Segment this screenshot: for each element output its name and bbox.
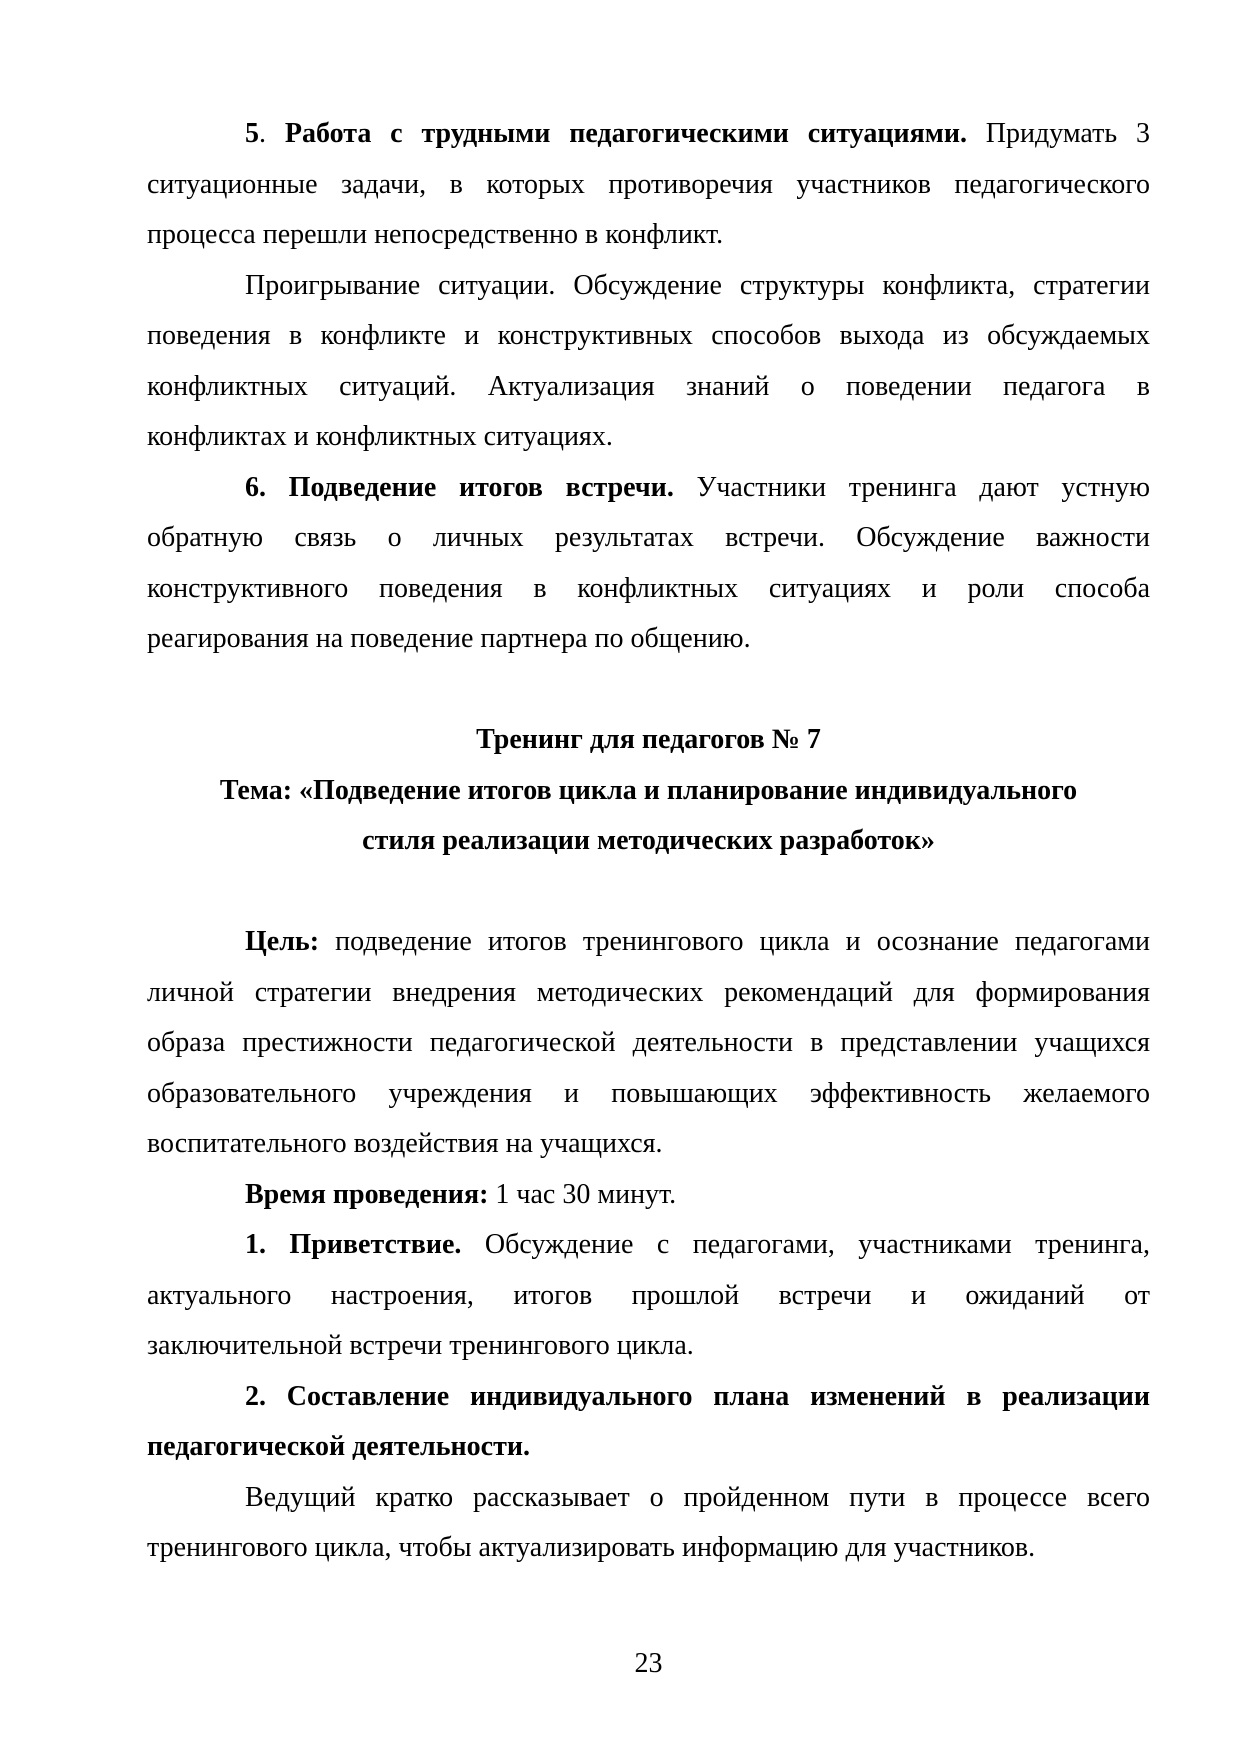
blank-line	[147, 665, 1150, 716]
text-line	[147, 362, 1150, 413]
text-run: Проигрывание ситуации. Обсуждение структуры конфликта, стратегии	[245, 269, 1150, 301]
text-line	[147, 1119, 1150, 1170]
text-line	[147, 261, 1150, 312]
text-line	[147, 766, 1150, 817]
text-line	[147, 968, 1150, 1019]
text-run: 5	[245, 118, 259, 149]
text-run: конфликтных ситуаций. Актуализация знаний о поведении педагога в	[147, 370, 1150, 402]
text-run: поведения в конфликте и конструктивных способов выхода из обсуждаемых	[147, 320, 1150, 351]
text-line	[147, 1018, 1150, 1069]
document-body	[147, 109, 1150, 1574]
text-line	[147, 160, 1150, 211]
text-run: 6. Подведение итогов встречи.	[245, 471, 674, 503]
text-run: Ведущий кратко рассказывает о пройденном пути в процессе всего	[245, 1481, 1150, 1513]
text-line	[147, 109, 1150, 160]
text-line	[147, 1372, 1150, 1423]
paragraph	[147, 1220, 1150, 1372]
text-line	[147, 1271, 1150, 1322]
text-run: тренингового цикла, чтобы актуализировать информацию для участников.	[147, 1532, 1036, 1563]
text-line	[147, 1220, 1150, 1271]
text-run: обратную связь о личных результатах встречи. Обсуждение важности	[147, 522, 1150, 553]
text-run: подведение итогов тренингового цикла и осознание педагогами	[319, 926, 1150, 957]
text-line	[147, 917, 1150, 968]
text-run: образовательного учреждения и повышающих эффективность желаемого	[147, 1077, 1150, 1109]
text-run: заключительной встречи тренингового цикла.	[147, 1330, 694, 1361]
text-run: конфликтах и конфликтных ситуациях.	[147, 421, 613, 452]
text-run: реагирования на поведение партнера по общению.	[147, 623, 751, 654]
text-run: Цель:	[245, 926, 320, 957]
text-run: Тренинг для педагогов № 7	[476, 724, 821, 755]
text-run: процесса перешли непосредственно в конфликт.	[147, 219, 724, 250]
text-line	[147, 513, 1150, 564]
text-run: Работа с трудными педагогическими ситуациями.	[284, 118, 967, 149]
text-run: конструктивного поведения в конфликтных ситуациях и роли способа	[147, 572, 1150, 604]
text-line	[147, 210, 1150, 261]
paragraph	[147, 917, 1150, 1170]
text-line	[147, 463, 1150, 514]
text-run: Время проведения:	[245, 1178, 489, 1210]
text-run: 1 час 30 минут.	[488, 1178, 677, 1210]
paragraph	[147, 1473, 1150, 1574]
text-run: Участники тренинга дают устную	[673, 471, 1151, 503]
paragraph	[147, 109, 1150, 261]
text-line	[147, 311, 1150, 362]
text-line	[147, 715, 1150, 766]
paragraph	[147, 1372, 1150, 1473]
text-line	[147, 1523, 1150, 1574]
section-heading	[147, 715, 1150, 867]
page-number: 23	[634, 1648, 663, 1679]
blank-line	[147, 867, 1150, 918]
text-line	[147, 412, 1150, 463]
text-line	[147, 1422, 1150, 1473]
text-line	[147, 614, 1150, 665]
text-line	[147, 1069, 1150, 1120]
text-line	[147, 1473, 1150, 1524]
text-run: Тема: «Подведение итогов цикла и планирование индивидуального	[219, 774, 1078, 806]
paragraph	[147, 1170, 1150, 1221]
text-run: педагогической деятельности.	[147, 1431, 530, 1462]
text-run: Придумать 3	[966, 118, 1150, 149]
text-run: 2. Составление индивидуального плана изменений в реализации	[245, 1380, 1150, 1412]
text-run: Обсуждение с педагогами, участниками тренинга,	[461, 1229, 1150, 1260]
text-line	[147, 1170, 1150, 1221]
paragraph	[147, 261, 1150, 463]
text-run: актуального настроения, итогов прошлой встречи и ожиданий от	[147, 1279, 1150, 1311]
text-run: воспитательного воздействия на учащихся.	[147, 1128, 663, 1159]
text-line	[147, 816, 1150, 867]
text-run: ситуационные задачи, в которых противоречия участников педагогического	[147, 168, 1150, 200]
text-run: стиля реализации методических разработок»	[362, 825, 935, 856]
text-run: образа престижности педагогической деятельности в представлении учащихся	[147, 1027, 1150, 1058]
text-line	[147, 564, 1150, 615]
text-line	[147, 1321, 1150, 1372]
text-run: 1. Приветствие.	[245, 1229, 462, 1260]
text-run: .	[259, 118, 285, 149]
text-run: личной стратегии внедрения методических рекомендаций для формирования	[147, 976, 1150, 1008]
paragraph	[147, 463, 1150, 665]
